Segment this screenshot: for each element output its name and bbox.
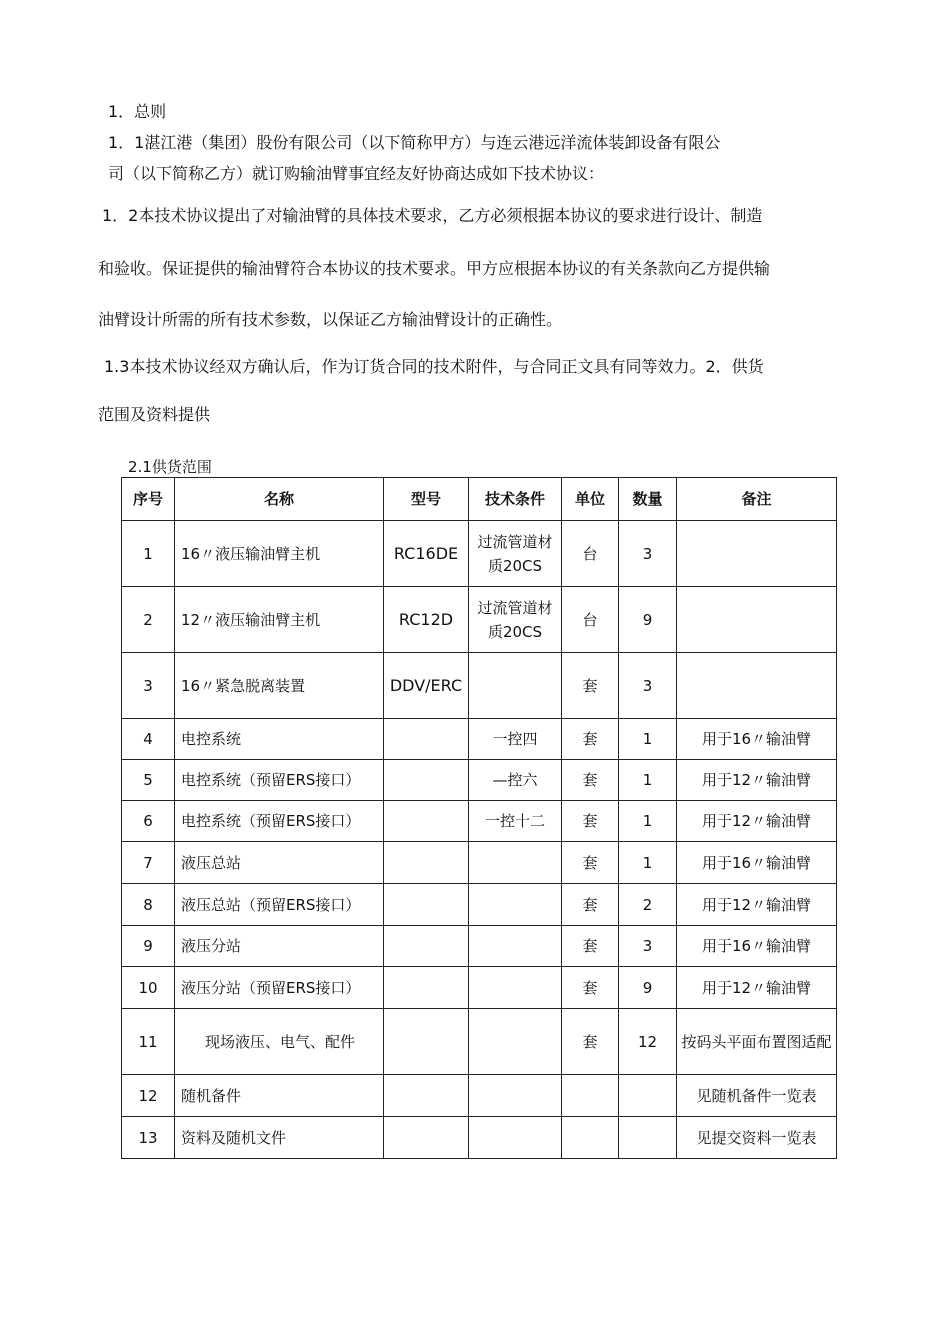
cell-model <box>384 884 469 926</box>
table-row <box>122 884 837 926</box>
cell-no: 6 <box>122 801 175 842</box>
cell-qty: 1 <box>619 760 677 801</box>
cell-name: 液压总站（预留ERS接口） <box>175 884 384 926</box>
cell-name: 电控系统（预留ERS接口） <box>175 801 384 842</box>
cell-unit: 台 <box>562 587 619 653</box>
cell-qty <box>619 1117 677 1159</box>
table-row <box>122 760 837 801</box>
cell-spec: 一控四 <box>469 719 562 760</box>
cell-unit: 套 <box>562 760 619 801</box>
header-qty: 数量 <box>619 478 677 521</box>
table-row <box>122 842 837 884</box>
paragraph-1-3-line2: 范围及资料提供 <box>98 405 211 424</box>
cell-no: 7 <box>122 842 175 884</box>
table-row <box>122 967 837 1009</box>
cell-unit: 套 <box>562 653 619 719</box>
supply-scope-table <box>121 477 837 1159</box>
cell-no: 9 <box>122 926 175 967</box>
cell-note: 用于12〃输油臂 <box>677 760 837 801</box>
cell-name: 16〃液压输油臂主机 <box>175 521 384 587</box>
header-unit: 单位 <box>562 478 619 521</box>
cell-no: 8 <box>122 884 175 926</box>
table-row <box>122 926 837 967</box>
table-row <box>122 653 837 719</box>
cell-qty: 3 <box>619 653 677 719</box>
cell-qty: 3 <box>619 521 677 587</box>
table-header-row <box>122 478 837 521</box>
cell-spec: —控六 <box>469 760 562 801</box>
cell-qty: 12 <box>619 1009 677 1075</box>
cell-unit <box>562 1117 619 1159</box>
cell-unit: 套 <box>562 884 619 926</box>
cell-note: 见提交资料一览表 <box>677 1117 837 1159</box>
cell-qty: 9 <box>619 967 677 1009</box>
table-caption: 2.1供货范围 <box>128 458 212 476</box>
cell-no: 12 <box>122 1075 175 1117</box>
cell-note: 用于16〃输油臂 <box>677 719 837 760</box>
cell-spec <box>469 1009 562 1075</box>
cell-note: 用于12〃输油臂 <box>677 884 837 926</box>
cell-name: 16〃紧急脱离装置 <box>175 653 384 719</box>
cell-name: 电控系统 <box>175 719 384 760</box>
cell-spec <box>469 653 562 719</box>
cell-spec <box>469 967 562 1009</box>
cell-note: 按码头平面布置图适配 <box>677 1009 837 1075</box>
cell-unit: 套 <box>562 801 619 842</box>
cell-model <box>384 1075 469 1117</box>
cell-note: 用于12〃输油臂 <box>677 801 837 842</box>
header-name: 名称 <box>175 478 384 521</box>
header-spec: 技术条件 <box>469 478 562 521</box>
cell-model <box>384 967 469 1009</box>
paragraph-1-2-line2: 和验收。保证提供的输油臂符合本协议的技术要求。甲方应根据本协议的有关条款向乙方提供输 <box>98 259 771 278</box>
cell-unit: 套 <box>562 842 619 884</box>
header-note: 备注 <box>677 478 837 521</box>
paragraph-1-3-line1: 1.3本技术协议经双方确认后，作为订货合同的技术附件，与合同正文具有同等效力。2．供货 <box>104 357 764 376</box>
header-model: 型号 <box>384 478 469 521</box>
paragraph-1-1-line1: 1．1湛江港（集团）股份有限公司（以下简称甲方）与连云港远洋流体装卸设备有限公 <box>108 133 721 152</box>
cell-model <box>384 926 469 967</box>
paragraph-1-1-line2: 司（以下简称乙方）就订购输油臂事宜经友好协商达成如下技术协议： <box>108 164 605 183</box>
cell-qty: 1 <box>619 842 677 884</box>
cell-spec: 过流管道材质20CS <box>469 587 562 653</box>
cell-no: 5 <box>122 760 175 801</box>
table-row <box>122 801 837 842</box>
cell-spec <box>469 926 562 967</box>
cell-name: 电控系统（预留ERS接口） <box>175 760 384 801</box>
cell-qty <box>619 1075 677 1117</box>
cell-model <box>384 801 469 842</box>
cell-spec <box>469 884 562 926</box>
cell-model: DDV/ERC <box>384 653 469 719</box>
cell-name: 液压分站（预留ERS接口） <box>175 967 384 1009</box>
cell-name: 资料及随机文件 <box>175 1117 384 1159</box>
cell-model <box>384 760 469 801</box>
cell-note: 用于12〃输油臂 <box>677 967 837 1009</box>
cell-no: 13 <box>122 1117 175 1159</box>
cell-model <box>384 719 469 760</box>
cell-qty: 1 <box>619 719 677 760</box>
cell-spec <box>469 842 562 884</box>
cell-qty: 9 <box>619 587 677 653</box>
cell-unit: 套 <box>562 926 619 967</box>
cell-name: 液压分站 <box>175 926 384 967</box>
cell-name: 现场液压、电气、配件 <box>175 1009 384 1075</box>
cell-no: 2 <box>122 587 175 653</box>
cell-note <box>677 653 837 719</box>
cell-model <box>384 1009 469 1075</box>
cell-model <box>384 1117 469 1159</box>
section-heading-general: 1．总则 <box>108 102 167 121</box>
cell-note <box>677 587 837 653</box>
cell-qty: 3 <box>619 926 677 967</box>
cell-note: 用于16〃输油臂 <box>677 842 837 884</box>
cell-model: RC16DE <box>384 521 469 587</box>
table-row <box>122 587 837 653</box>
table-row <box>122 1009 837 1075</box>
cell-no: 4 <box>122 719 175 760</box>
cell-no: 1 <box>122 521 175 587</box>
cell-model <box>384 842 469 884</box>
cell-unit: 套 <box>562 719 619 760</box>
cell-note: 用于16〃输油臂 <box>677 926 837 967</box>
table-row <box>122 719 837 760</box>
cell-qty: 1 <box>619 801 677 842</box>
paragraph-1-2-line3: 油臂设计所需的所有技术参数，以保证乙方输油臂设计的正确性。 <box>98 310 563 329</box>
cell-spec <box>469 1117 562 1159</box>
table-row <box>122 521 837 587</box>
cell-note <box>677 521 837 587</box>
cell-name: 液压总站 <box>175 842 384 884</box>
paragraph-1-2-line1: 1．2本技术协议提出了对输油臂的具体技术要求，乙方必须根据本协议的要求进行设计、制造 <box>102 206 763 225</box>
cell-spec: 过流管道材质20CS <box>469 521 562 587</box>
table-row <box>122 1075 837 1117</box>
cell-spec <box>469 1075 562 1117</box>
table-row <box>122 1117 837 1159</box>
cell-no: 3 <box>122 653 175 719</box>
cell-no: 11 <box>122 1009 175 1075</box>
cell-qty: 2 <box>619 884 677 926</box>
cell-name: 随机备件 <box>175 1075 384 1117</box>
cell-spec: 一控十二 <box>469 801 562 842</box>
cell-no: 10 <box>122 967 175 1009</box>
cell-name: 12〃液压输油臂主机 <box>175 587 384 653</box>
cell-note: 见随机备件一览表 <box>677 1075 837 1117</box>
cell-unit: 套 <box>562 967 619 1009</box>
cell-unit <box>562 1075 619 1117</box>
header-no: 序号 <box>122 478 175 521</box>
cell-unit: 套 <box>562 1009 619 1075</box>
cell-model: RC12D <box>384 587 469 653</box>
cell-unit: 台 <box>562 521 619 587</box>
